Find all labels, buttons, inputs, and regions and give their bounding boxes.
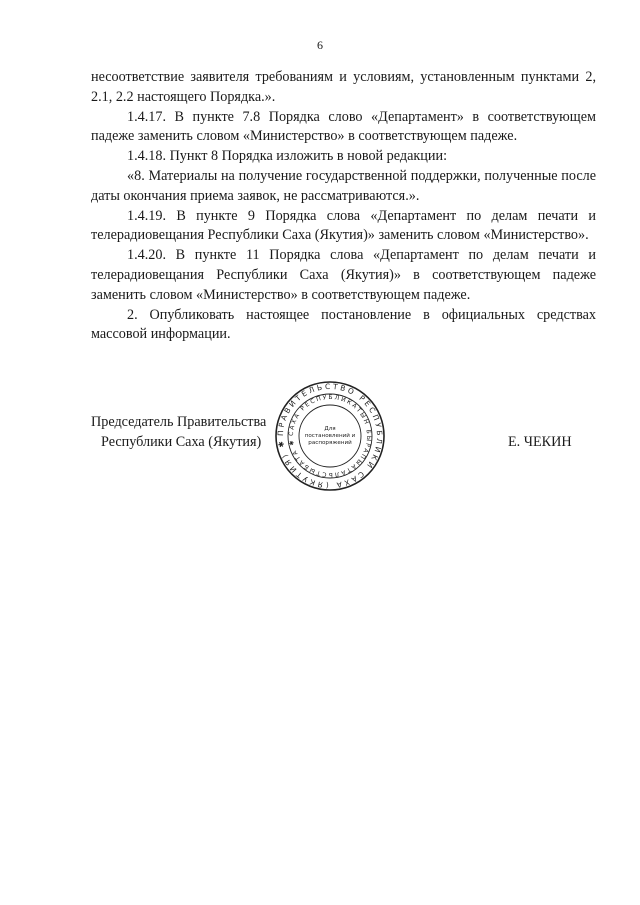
seal-inner-text: САХА РЕСПУБЛИКАТЫН БЫРАПЫАТАЛЬСТЫБАТА ✱ — [287, 393, 373, 479]
seal-outer-text: ПРАВИТЕЛЬСТВО РЕСПУБЛИКИ САХА (ЯКУТИЯ) ✱ — [275, 381, 385, 491]
paragraph: 1.4.17. В пункте 7.8 Порядка слово «Департамент» в соответствующем падеже заменить словом «Министерство» в соответствующем падеже. — [91, 108, 596, 145]
paragraph: «8. Материалы на получение государственной поддержки, полученные после даты окончания приема заявок, не рассматриваются.». — [91, 167, 596, 204]
official-seal — [274, 380, 386, 492]
seal-center-line2: постановлений и — [304, 433, 356, 439]
body-text — [91, 68, 596, 345]
page-number: 6 — [317, 38, 323, 52]
signatory-title-line1: Председатель Правительства — [91, 414, 267, 430]
seal-center-line3: распоряжений — [308, 440, 352, 446]
paragraph: 2. Опубликовать настоящее постановление в официальных средствах массовой информации. — [91, 306, 596, 343]
paragraph: 1.4.18. Пункт 8 Порядка изложить в новой редакции: — [127, 148, 448, 165]
seal-center-line1: Для — [324, 426, 336, 432]
signatory-name: Е. ЧЕКИН — [508, 434, 572, 450]
paragraph: 1.4.19. В пункте 9 Порядка слова «Департамент по делам печати и телерадиовещания Республики Саха (Якутия)» заменить словом «Министерство». — [91, 207, 596, 244]
signatory-title-line2: Республики Саха (Якутия) — [101, 434, 262, 450]
paragraph: 1.4.20. В пункте 11 Порядка слова «Департамент по делам печати и телерадиовещания Республики Саха (Якутия)» в соответствующем падеже заменить словом «Министерство» в соответствующем падеже. — [91, 247, 596, 303]
paragraph: несоответствие заявителя требованиям и условиям, установленным пунктами 2, 2.1, 2.2 настоящего Порядка.». — [91, 69, 596, 105]
